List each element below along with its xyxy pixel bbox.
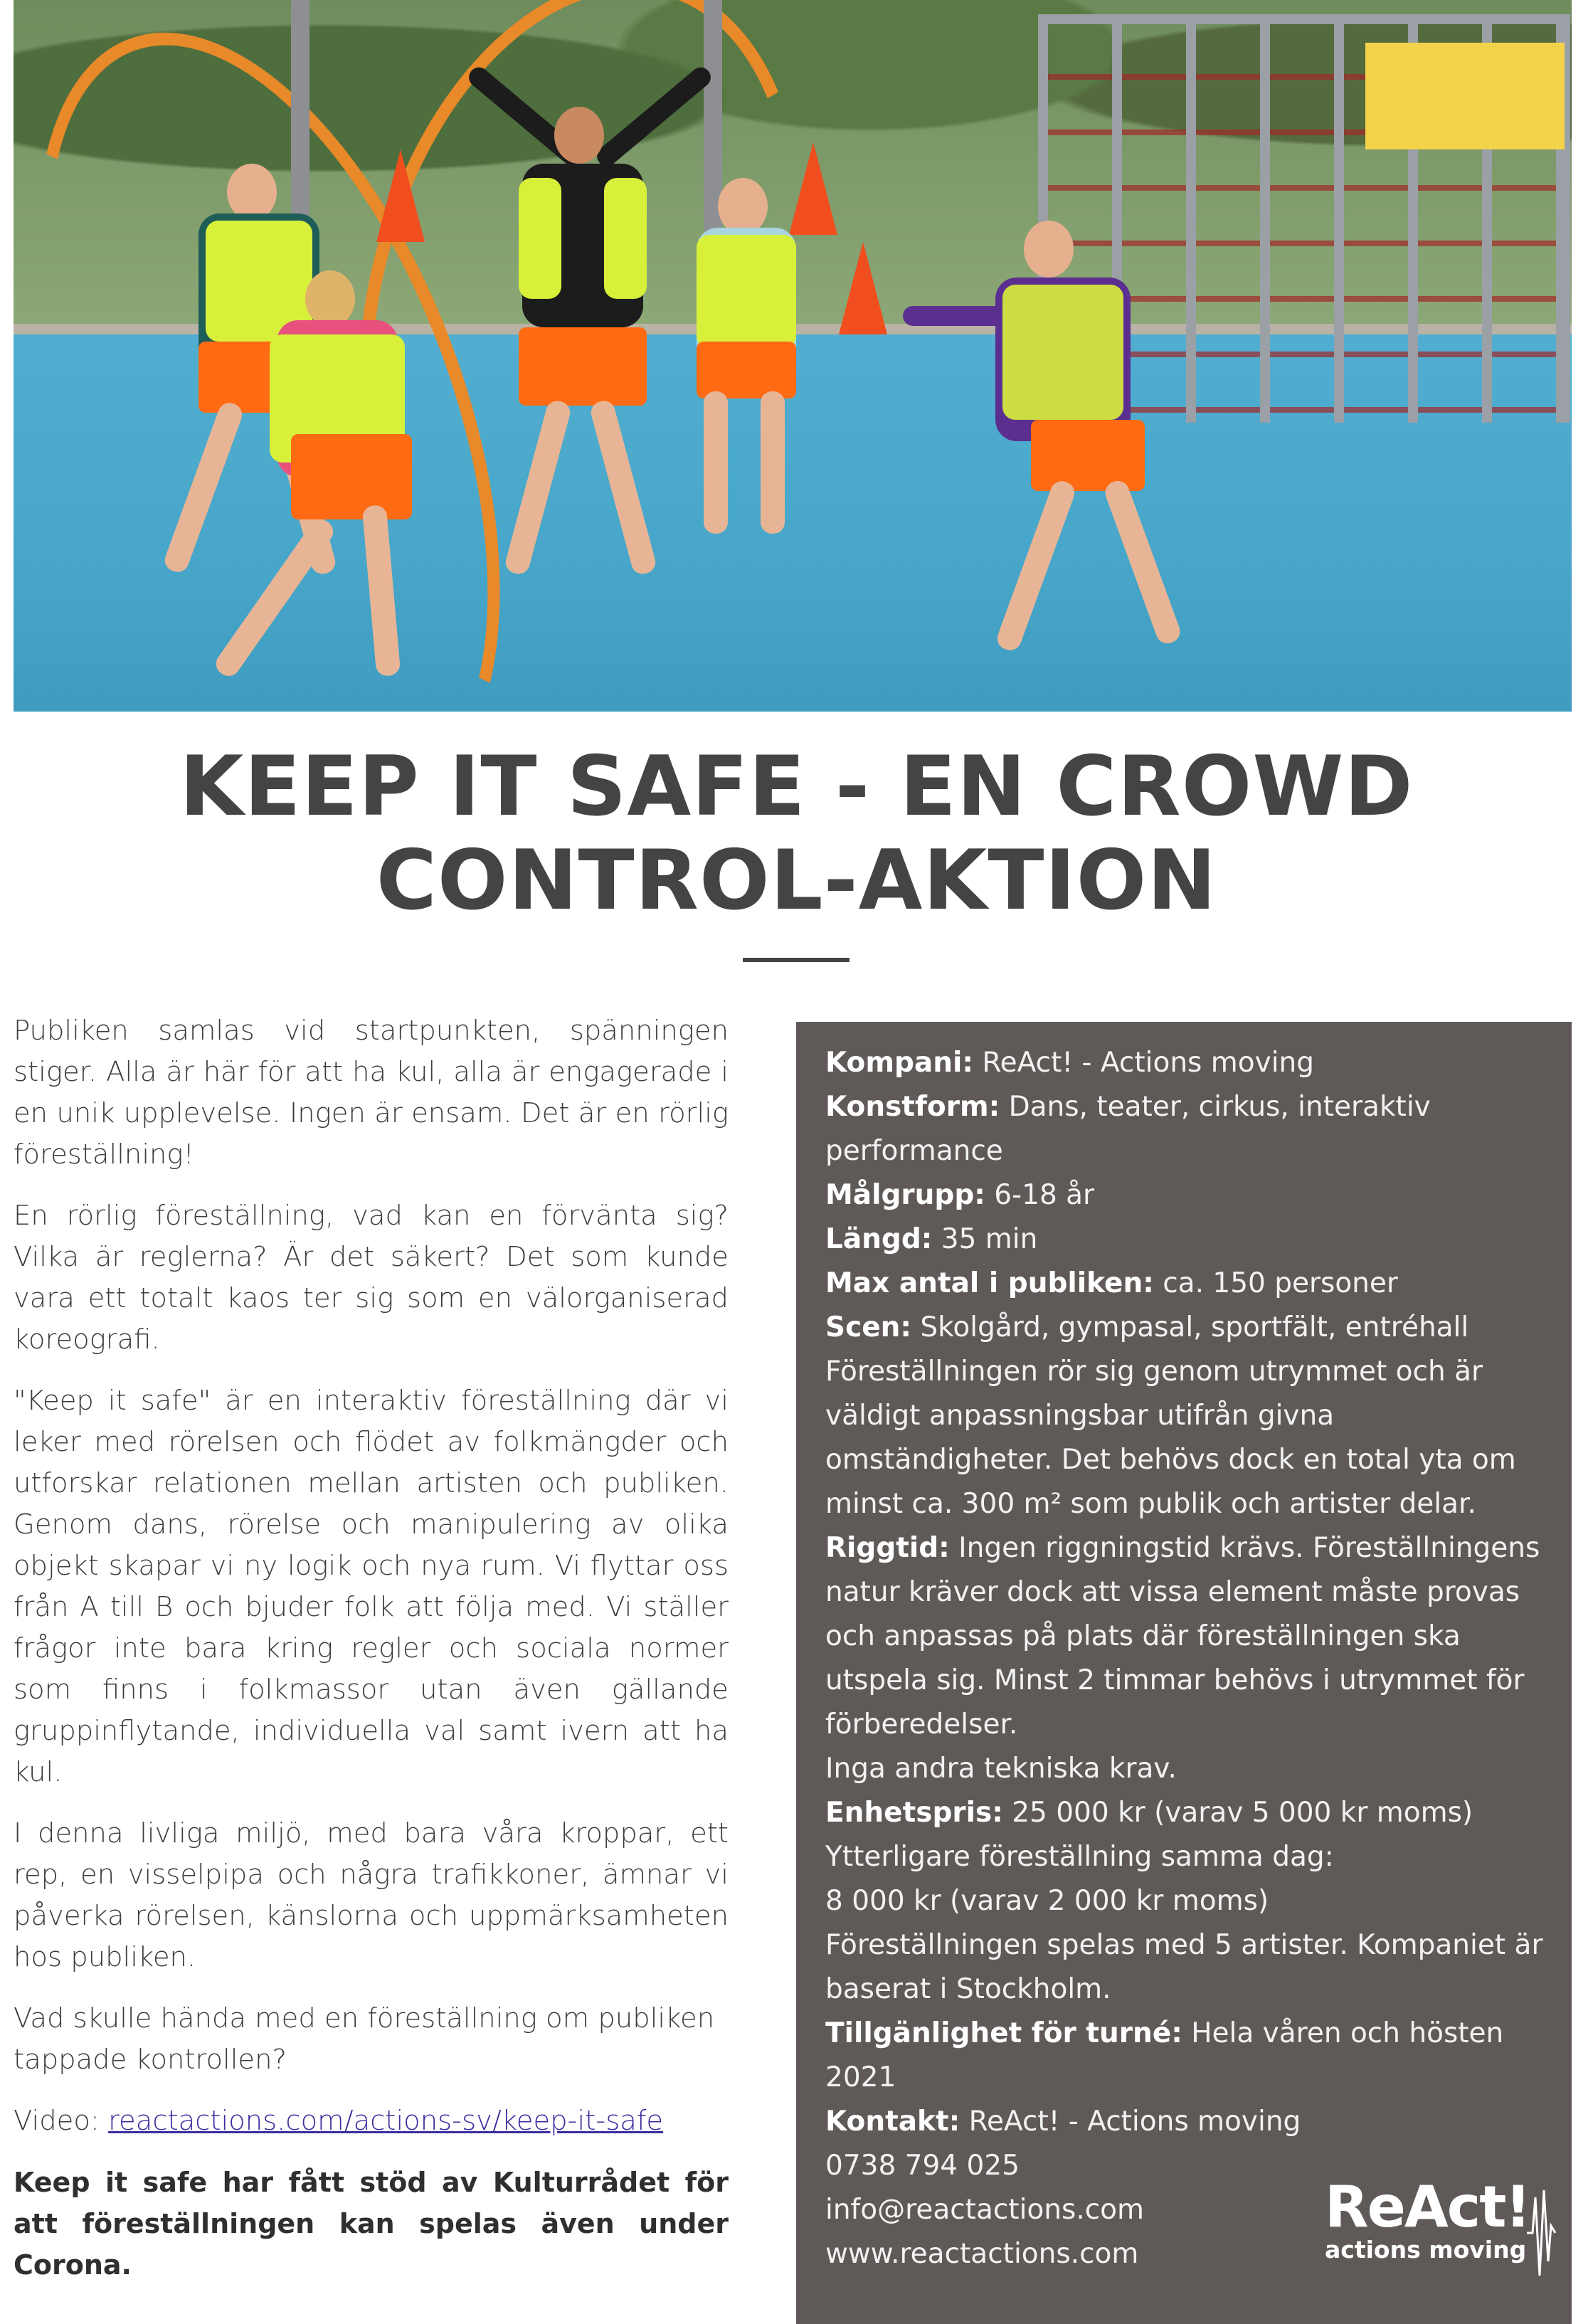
video-link[interactable]: reactactions.com/actions-sv/keep-it-safe: [108, 2105, 664, 2137]
paragraph-intro: Publiken samlas vid startpunkten, spänningen stiger. Alla är här för att ha kul, alla är engagerade i en unik upplevelse. Ingen är ensam. Det är en rörlig föreställning!: [14, 1015, 729, 1171]
performer: [903, 213, 1223, 676]
description-column: [14, 1010, 729, 2305]
info-malgrupp: Målgrupp: 6-18 år: [825, 1179, 1095, 1211]
info-website[interactable]: www.reactactions.com: [825, 2238, 1139, 2270]
paragraph-environment: I denna livliga miljö, med bara våra kroppar, ett rep, en visselpipa och några trafikkoner, ämnar vi påverka rörelsen, känslorna och uppmärksamheten hos publiken.: [14, 1817, 729, 1973]
paragraph-concept: "Keep it safe" är en interaktiv föreställning där vi leker med rörelsen och flödet av folkmängder och utforskar relationen mellan artisten och publiken. Genom dans, rörelse och manipulering av olika objekt skapar vi ny logik och nya rum. Vi flyttar oss från A till B och bjuder folk att följa med. Vi ställer frågor inte bara kring regler och sociala normer som finns i folkmassor utan även gällande gruppinflytande, individuella val samt ivern att ha kul.: [14, 1385, 729, 1788]
info-artists: Föreställningen spelas med 5 artister. Kompaniet är baserat i Stockholm.: [825, 1929, 1543, 2005]
info-price: Enhetspris: 25 000 kr (varav 5 000 kr moms): [825, 1797, 1473, 1829]
hero-photo: [14, 0, 1572, 712]
video-label: Video:: [14, 2105, 109, 2137]
traffic-cone: [376, 149, 425, 242]
info-extra-price: 8 000 kr (varav 2 000 kr moms): [825, 1885, 1269, 1917]
info-tour: Tillgänlighet för turné: Hela våren och hösten 2021: [825, 2017, 1504, 2093]
performer: [654, 178, 839, 548]
title-line-2: CONTROL-AKTION: [376, 833, 1217, 929]
paragraph-questions: En rörlig föreställning, vad kan en förvänta sig? Vilka är reglerna? Är det säkert? Det som kunde vara ett totalt kaos ter sig som en välorganiserad koreografi.: [14, 1200, 729, 1356]
funding-note: Keep it safe har fått stöd av Kulturrådet för att föreställningen kan spelas även under Corona.: [14, 2167, 729, 2281]
info-technical: Inga andra tekniska krav.: [825, 1753, 1177, 1785]
info-box: [796, 1022, 1572, 2324]
info-riggtid: Riggtid: Ingen riggningstid krävs. Föreställningens natur kräver dock att vissa element måste provas och anpassas på plats där föreställningen ska utspela sig. Minst 2 timmar behövs i utrymmet för förberedelser.: [825, 1532, 1540, 1741]
performer: [227, 270, 455, 712]
video-line: [14, 2101, 729, 2142]
info-contact: Kontakt: ReAct! - Actions moving: [825, 2106, 1301, 2138]
logo-tagline: actions moving: [1325, 2236, 1527, 2264]
logo-waveform-icon: [1525, 2183, 1557, 2283]
info-email[interactable]: info@reactactions.com: [825, 2194, 1145, 2226]
logo-wordmark: ReAct!: [1325, 2174, 1530, 2240]
info-extra-label: Ytterligare föreställning samma dag:: [825, 1841, 1334, 1873]
info-phone[interactable]: 0738 794 025: [825, 2150, 1020, 2182]
info-langd: Längd: 35 min: [825, 1223, 1038, 1255]
info-kompani: Kompani: ReAct! - Actions moving: [825, 1047, 1315, 1079]
page-title: [0, 740, 1593, 928]
paragraph-question: Vad skulle hända med en föreställning om publiken tappade kontrollen?: [14, 2002, 715, 2076]
info-konstform: Konstform: Dans, teater, cirkus, interaktiv performance: [825, 1091, 1431, 1167]
react-logo: [1325, 2174, 1560, 2284]
traffic-cone: [839, 242, 887, 334]
info-scen-description: Föreställningen rör sig genom utrymmet och är väldigt anpassningsbar utifrån givna omständigheter. Det behövs dock en total yta om minst ca. 300 m² som publik och artister delar.: [825, 1356, 1516, 1520]
info-max-audience: Max antal i publiken: ca. 150 personer: [825, 1267, 1398, 1299]
title-divider: [743, 958, 850, 962]
play-panel: [1365, 43, 1565, 149]
info-scen: Scen: Skolgård, gympasal, sportfält, entréhall: [825, 1311, 1469, 1343]
title-line-1: KEEP IT SAFE - EN CROWD: [179, 739, 1414, 835]
